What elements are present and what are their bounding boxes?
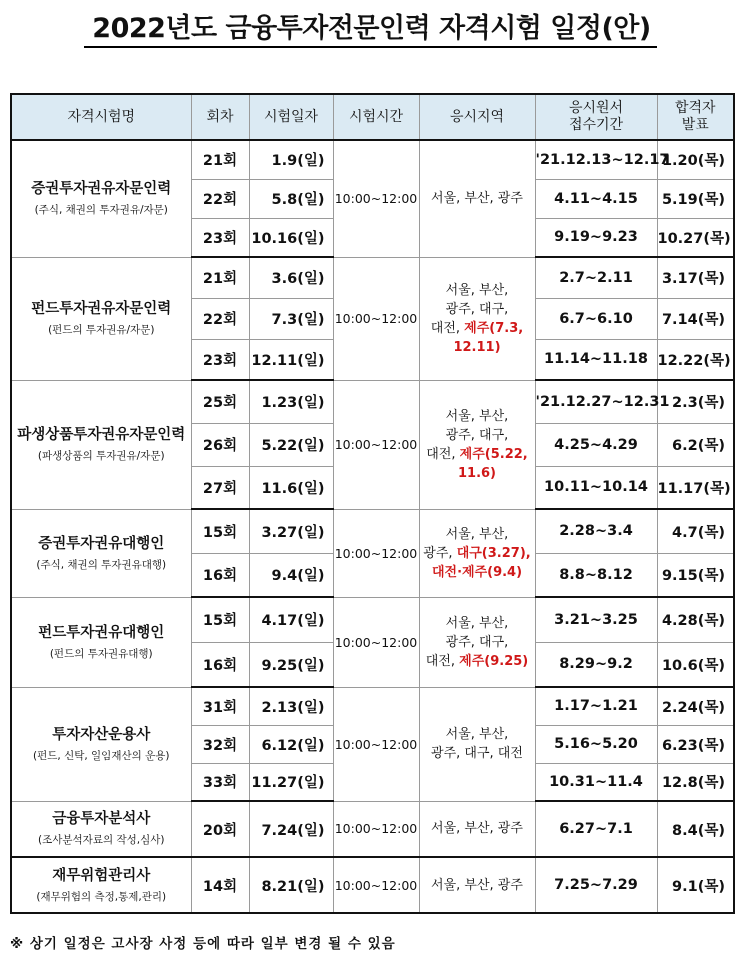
exam-date-cell: 4.17(일) — [249, 597, 333, 642]
region-cell: 서울, 부산, 광주, 대구, 대전 — [419, 687, 535, 801]
exam-date-cell: 3.6(일) — [249, 257, 333, 298]
application-period-cell: 10.31~11.4 — [535, 763, 657, 801]
region-cell: 서울, 부산, 광주 — [419, 140, 535, 257]
exam-date-cell: 9.25(일) — [249, 642, 333, 687]
table-row — [11, 857, 734, 913]
exam-date-cell: 5.22(일) — [249, 423, 333, 466]
announcement-cell: 6.23(목) — [657, 725, 734, 763]
announcement-cell: 2.3(목) — [657, 380, 734, 423]
announcement-cell: 6.2(목) — [657, 423, 734, 466]
application-period-cell: 2.7~2.11 — [535, 257, 657, 298]
round-cell: 23회 — [191, 218, 249, 257]
table-row — [11, 509, 734, 553]
exam-time-cell: 10:00~12:00 — [333, 687, 419, 801]
round-cell: 31회 — [191, 687, 249, 725]
exam-date-cell: 7.24(일) — [249, 801, 333, 857]
announcement-cell: 11.17(목) — [657, 466, 734, 509]
exam-time-cell: 10:00~12:00 — [333, 257, 419, 380]
round-cell: 32회 — [191, 725, 249, 763]
announcement-cell: 7.14(목) — [657, 298, 734, 339]
header-exam-time: 시험시간 — [333, 94, 419, 140]
application-period-cell: 4.11~4.15 — [535, 179, 657, 218]
announcement-cell: 12.22(목) — [657, 339, 734, 380]
table-row — [11, 140, 734, 179]
application-period-cell: '21.12.13~12.17 — [535, 140, 657, 179]
exam-date-cell: 1.23(일) — [249, 380, 333, 423]
round-cell: 27회 — [191, 466, 249, 509]
region-cell: 서울, 부산, 광주 — [419, 857, 535, 913]
exam-name-cell: 증권투자권유대행인 (주식, 채권의 투자권유대행) — [11, 509, 191, 597]
exam-time-cell: 10:00~12:00 — [333, 801, 419, 857]
application-period-cell: 8.8~8.12 — [535, 553, 657, 597]
round-cell: 22회 — [191, 179, 249, 218]
exam-schedule-table — [10, 93, 735, 914]
round-cell: 21회 — [191, 140, 249, 179]
announcement-cell: 10.27(목) — [657, 218, 734, 257]
region-cell: 서울, 부산, 광주 — [419, 801, 535, 857]
round-cell: 16회 — [191, 642, 249, 687]
footnote: ※ 상기 일정은 고사장 사정 등에 따라 일부 변경 될 수 있음 — [10, 936, 396, 952]
announcement-cell: 1.20(목) — [657, 140, 734, 179]
round-cell: 25회 — [191, 380, 249, 423]
round-cell: 14회 — [191, 857, 249, 913]
header-exam-name: 자격시험명 — [11, 94, 191, 140]
application-period-cell: 7.25~7.29 — [535, 857, 657, 913]
exam-date-cell: 2.13(일) — [249, 687, 333, 725]
header-application-period: 응시원서 접수기간 — [535, 94, 657, 140]
announcement-cell: 4.28(목) — [657, 597, 734, 642]
exam-time-cell: 10:00~12:00 — [333, 509, 419, 597]
announcement-cell: 5.19(목) — [657, 179, 734, 218]
application-period-cell: 10.11~10.14 — [535, 466, 657, 509]
application-period-cell: '21.12.27~12.31 — [535, 380, 657, 423]
exam-name-cell: 펀드투자권유대행인 (펀드의 투자권유대행) — [11, 597, 191, 687]
exam-time-cell: 10:00~12:00 — [333, 597, 419, 687]
round-cell: 15회 — [191, 509, 249, 553]
exam-date-cell: 10.16(일) — [249, 218, 333, 257]
header-exam-date: 시험일자 — [249, 94, 333, 140]
announcement-cell: 9.1(목) — [657, 857, 734, 913]
announcement-cell: 2.24(목) — [657, 687, 734, 725]
exam-time-cell: 10:00~12:00 — [333, 857, 419, 913]
round-cell: 22회 — [191, 298, 249, 339]
exam-name-cell: 증권투자권유자문인력 (주식, 채권의 투자권유/자문) — [11, 140, 191, 257]
header-region: 응시지역 — [419, 94, 535, 140]
exam-time-cell: 10:00~12:00 — [333, 140, 419, 257]
exam-name-cell: 파생상품투자권유자문인력 (파생상품의 투자권유/자문) — [11, 380, 191, 509]
application-period-cell: 9.19~9.23 — [535, 218, 657, 257]
table-row — [11, 380, 734, 423]
application-period-cell: 1.17~1.21 — [535, 687, 657, 725]
application-period-cell: 11.14~11.18 — [535, 339, 657, 380]
announcement-cell: 12.8(목) — [657, 763, 734, 801]
announcement-cell: 3.17(목) — [657, 257, 734, 298]
exam-name-cell: 투자자산운용사 (펀드, 신탁, 일임재산의 운용) — [11, 687, 191, 801]
region-cell: 서울, 부산, 광주, 대구(3.27), 대전·제주(9.4) — [419, 509, 535, 597]
title-underline — [84, 46, 657, 48]
table-row — [11, 687, 734, 725]
exam-date-cell: 3.27(일) — [249, 509, 333, 553]
exam-date-cell: 12.11(일) — [249, 339, 333, 380]
round-cell: 23회 — [191, 339, 249, 380]
announcement-cell: 4.7(목) — [657, 509, 734, 553]
exam-date-cell: 7.3(일) — [249, 298, 333, 339]
table-row — [11, 801, 734, 857]
exam-date-cell: 8.21(일) — [249, 857, 333, 913]
header-round: 회차 — [191, 94, 249, 140]
table-row — [11, 257, 734, 298]
exam-date-cell: 11.27(일) — [249, 763, 333, 801]
region-cell: 서울, 부산, 광주, 대구, 대전, 제주(7.3, 12.11) — [419, 257, 535, 380]
exam-time-cell: 10:00~12:00 — [333, 380, 419, 509]
round-cell: 20회 — [191, 801, 249, 857]
exam-date-cell: 5.8(일) — [249, 179, 333, 218]
exam-name-cell: 금융투자분석사 (조사분석자료의 작성,심사) — [11, 801, 191, 857]
page-title: 2022년도 금융투자전문인력 자격시험 일정(안) — [92, 13, 651, 44]
exam-date-cell: 11.6(일) — [249, 466, 333, 509]
announcement-cell: 8.4(목) — [657, 801, 734, 857]
exam-name-cell: 펀드투자권유자문인력 (펀드의 투자권유/자문) — [11, 257, 191, 380]
announcement-cell: 9.15(목) — [657, 553, 734, 597]
announcement-cell: 10.6(목) — [657, 642, 734, 687]
exam-date-cell: 1.9(일) — [249, 140, 333, 179]
region-cell: 서울, 부산, 광주, 대구, 대전, 제주(9.25) — [419, 597, 535, 687]
exam-name-cell: 재무위험관리사 (재무위험의 측정,통제,관리) — [11, 857, 191, 913]
exam-date-cell: 6.12(일) — [249, 725, 333, 763]
table-header-row — [11, 94, 734, 140]
round-cell: 15회 — [191, 597, 249, 642]
exam-date-cell: 9.4(일) — [249, 553, 333, 597]
application-period-cell: 6.7~6.10 — [535, 298, 657, 339]
round-cell: 26회 — [191, 423, 249, 466]
header-announcement: 합격자 발표 — [657, 94, 734, 140]
application-period-cell: 8.29~9.2 — [535, 642, 657, 687]
region-cell: 서울, 부산, 광주, 대구, 대전, 제주(5.22, 11.6) — [419, 380, 535, 509]
round-cell: 33회 — [191, 763, 249, 801]
table-row — [11, 597, 734, 642]
round-cell: 21회 — [191, 257, 249, 298]
application-period-cell: 6.27~7.1 — [535, 801, 657, 857]
application-period-cell: 3.21~3.25 — [535, 597, 657, 642]
application-period-cell: 2.28~3.4 — [535, 509, 657, 553]
round-cell: 16회 — [191, 553, 249, 597]
application-period-cell: 5.16~5.20 — [535, 725, 657, 763]
application-period-cell: 4.25~4.29 — [535, 423, 657, 466]
